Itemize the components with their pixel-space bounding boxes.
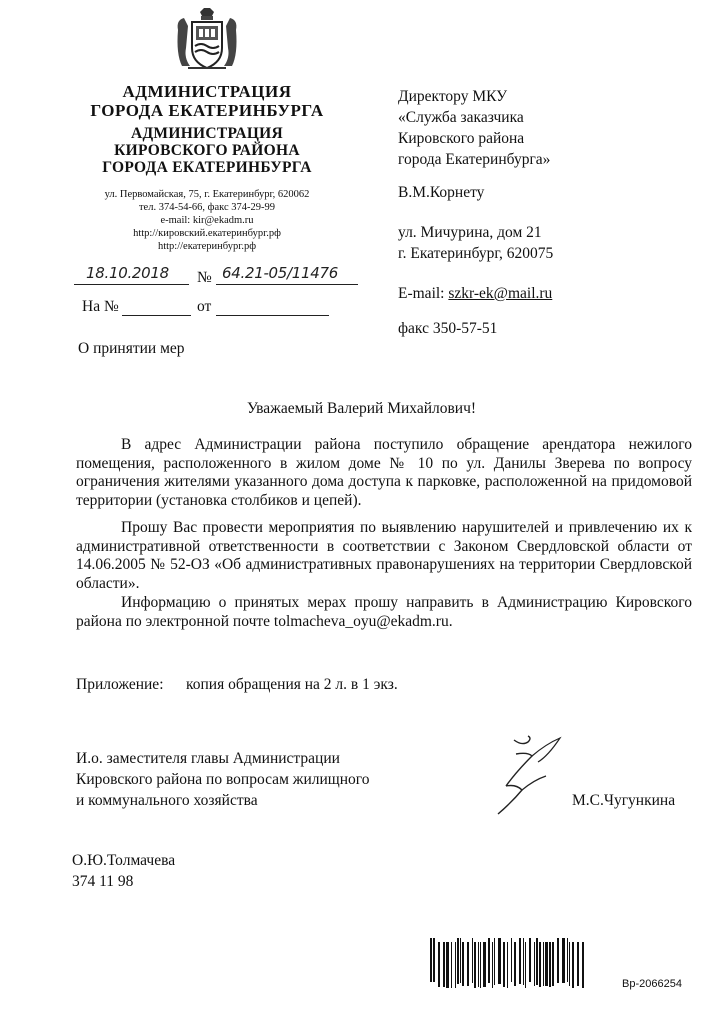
coat-of-arms-icon	[174, 8, 240, 72]
barcode-bar	[457, 938, 459, 984]
barcode-bar	[523, 938, 524, 985]
paragraph-2: Прошу Вас провести мероприятия по выявлению нарушителей и привлечению их к административной ответственности в соответствии с Законом Свердловской области от 14.06.2005 № 52-ОЗ «Об административных правонарушениях на территории Свердловской области».	[76, 519, 692, 592]
barcode-bar	[507, 942, 508, 988]
sender-line-1: АДМИНИСТРАЦИЯ	[122, 82, 292, 101]
reg-number-label: №	[197, 269, 212, 286]
recipient-city: г. Екатеринбург, 620075	[398, 245, 554, 262]
handwritten-signature	[476, 732, 586, 822]
signatory-title-line-1: И.о. заместителя главы Администрации	[76, 750, 340, 767]
recipient-street: ул. Мичурина, дом 21	[398, 224, 542, 241]
barcode-bar	[536, 938, 538, 985]
sender-line-4: КИРОВСКОГО РАЙОНА	[114, 142, 300, 159]
recipient-fax: факс 350-57-51	[398, 320, 498, 337]
barcode-bar	[480, 942, 481, 988]
barcode-bar	[514, 942, 516, 986]
greeting: Уважаемый Валерий Михайлович!	[246, 400, 477, 417]
barcode-bar	[438, 942, 440, 987]
barcode-bar	[488, 938, 490, 983]
attachment-text: копия обращения на 2 л. в 1 экз.	[186, 676, 398, 693]
barcode-bar	[443, 942, 445, 987]
barcode-bar	[572, 942, 574, 988]
barcode-bar	[519, 938, 521, 984]
barcode-bar	[539, 942, 541, 987]
sender-email: e-mail: kir@ekadm.ru	[160, 215, 254, 226]
sender-phone: тел. 374-54-66, факс 374-29-99	[138, 202, 276, 213]
sender-contacts	[66, 188, 348, 253]
barcode-bar	[577, 942, 579, 986]
barcode-bar	[494, 938, 495, 985]
recipient-line-3: Кировского района	[398, 130, 525, 147]
recipient-email-link[interactable]: szkr-ek@mail.ru	[448, 285, 553, 302]
barcode-bar	[474, 942, 476, 988]
barcode-bar	[503, 942, 505, 987]
recipient-line-1: Директору МКУ	[398, 88, 508, 105]
barcode-bar	[455, 942, 456, 988]
sender-org-header	[66, 82, 348, 120]
barcode-bar	[483, 942, 486, 987]
ref-number-label: На №	[82, 298, 119, 315]
ref-number-line	[122, 315, 191, 316]
sender-dept-header	[66, 125, 348, 176]
barcode-bar	[511, 938, 512, 982]
subject: О принятии мер	[78, 340, 185, 357]
barcode-bar	[478, 942, 479, 987]
ref-date-label: от	[197, 298, 212, 315]
signatory-title-line-3: и коммунального хозяйства	[76, 792, 258, 809]
barcode-bar	[529, 938, 531, 982]
sender-line-3: АДМИНИСТРАЦИЯ	[130, 125, 284, 142]
sender-address: ул. Первомайская, 75, г. Екатеринбург, 620062	[104, 189, 310, 200]
barcode-bar	[430, 938, 432, 982]
document-barcode	[428, 936, 588, 988]
signatory-title	[76, 748, 436, 811]
barcode-bar	[534, 942, 535, 986]
barcode-bar	[545, 942, 548, 986]
barcode-bar	[549, 942, 551, 987]
recipient-name: В.М.Корнету	[398, 184, 485, 201]
recipient-line-2: «Служба заказчика	[398, 109, 524, 126]
signatory-name: М.С.Чугункина	[572, 792, 676, 809]
barcode-bar	[498, 938, 501, 984]
barcode-bar	[492, 942, 493, 988]
barcode-bar	[433, 938, 435, 982]
recipient-block	[398, 86, 698, 170]
recipient-line-4: города Екатеринбурга»	[398, 151, 551, 168]
executor-name: О.Ю.Толмачева	[72, 852, 176, 869]
barcode-bar	[552, 942, 554, 986]
sender-website-2: http://екатеринбург.рф	[157, 241, 257, 252]
executor-phone: 374 11 98	[72, 873, 134, 890]
attachment-label: Приложение:	[76, 676, 164, 693]
barcode-bar	[557, 938, 559, 983]
barcode-bar	[446, 942, 449, 988]
reg-date-line	[74, 284, 189, 285]
barcode-bar	[451, 942, 452, 988]
barcode-number: Вр-2066254	[622, 978, 682, 990]
recipient-email-row	[398, 283, 552, 304]
barcode-bar	[525, 942, 526, 988]
signatory-title-line-2: Кировского района по вопросам жилищного	[76, 771, 370, 788]
sender-website-1: http://кировский.екатеринбург.рф	[133, 228, 281, 239]
barcode-bar	[567, 938, 568, 982]
paragraph-3: Информацию о принятых мерах прошу направить в Администрацию Кировского района по электронной почте tolmacheva_oyu@ekadm.ru.	[76, 594, 692, 630]
ref-date-line	[216, 315, 329, 316]
barcode-bar	[467, 942, 469, 986]
barcode-bar	[462, 942, 464, 986]
reg-number: 64.21-05/11476	[222, 264, 339, 282]
barcode-bar	[472, 938, 473, 983]
barcode-bar	[460, 938, 461, 983]
recipient-email-label: E-mail:	[398, 285, 445, 302]
sender-line-5: ГОРОДА ЕКАТЕРИНБУРГА	[102, 159, 312, 176]
barcode-bar	[562, 938, 565, 983]
barcode-bar	[569, 942, 570, 986]
reg-number-line	[216, 284, 358, 285]
barcode-bar	[543, 942, 544, 986]
barcode-bar	[582, 942, 584, 988]
paragraph-1: В адрес Администрации района поступило обращение арендатора нежилого помещения, расположенного в жилом доме № 10 по ул. Данилы Зверева по вопросу ограничения жителями указанного дома доступа к парковке, расположенной на придомовой территории (установка столбиков и цепей).	[76, 436, 692, 509]
reg-date: 18.10.2018	[86, 264, 169, 282]
sender-line-2: ГОРОДА ЕКАТЕРИНБУРГА	[90, 101, 324, 120]
